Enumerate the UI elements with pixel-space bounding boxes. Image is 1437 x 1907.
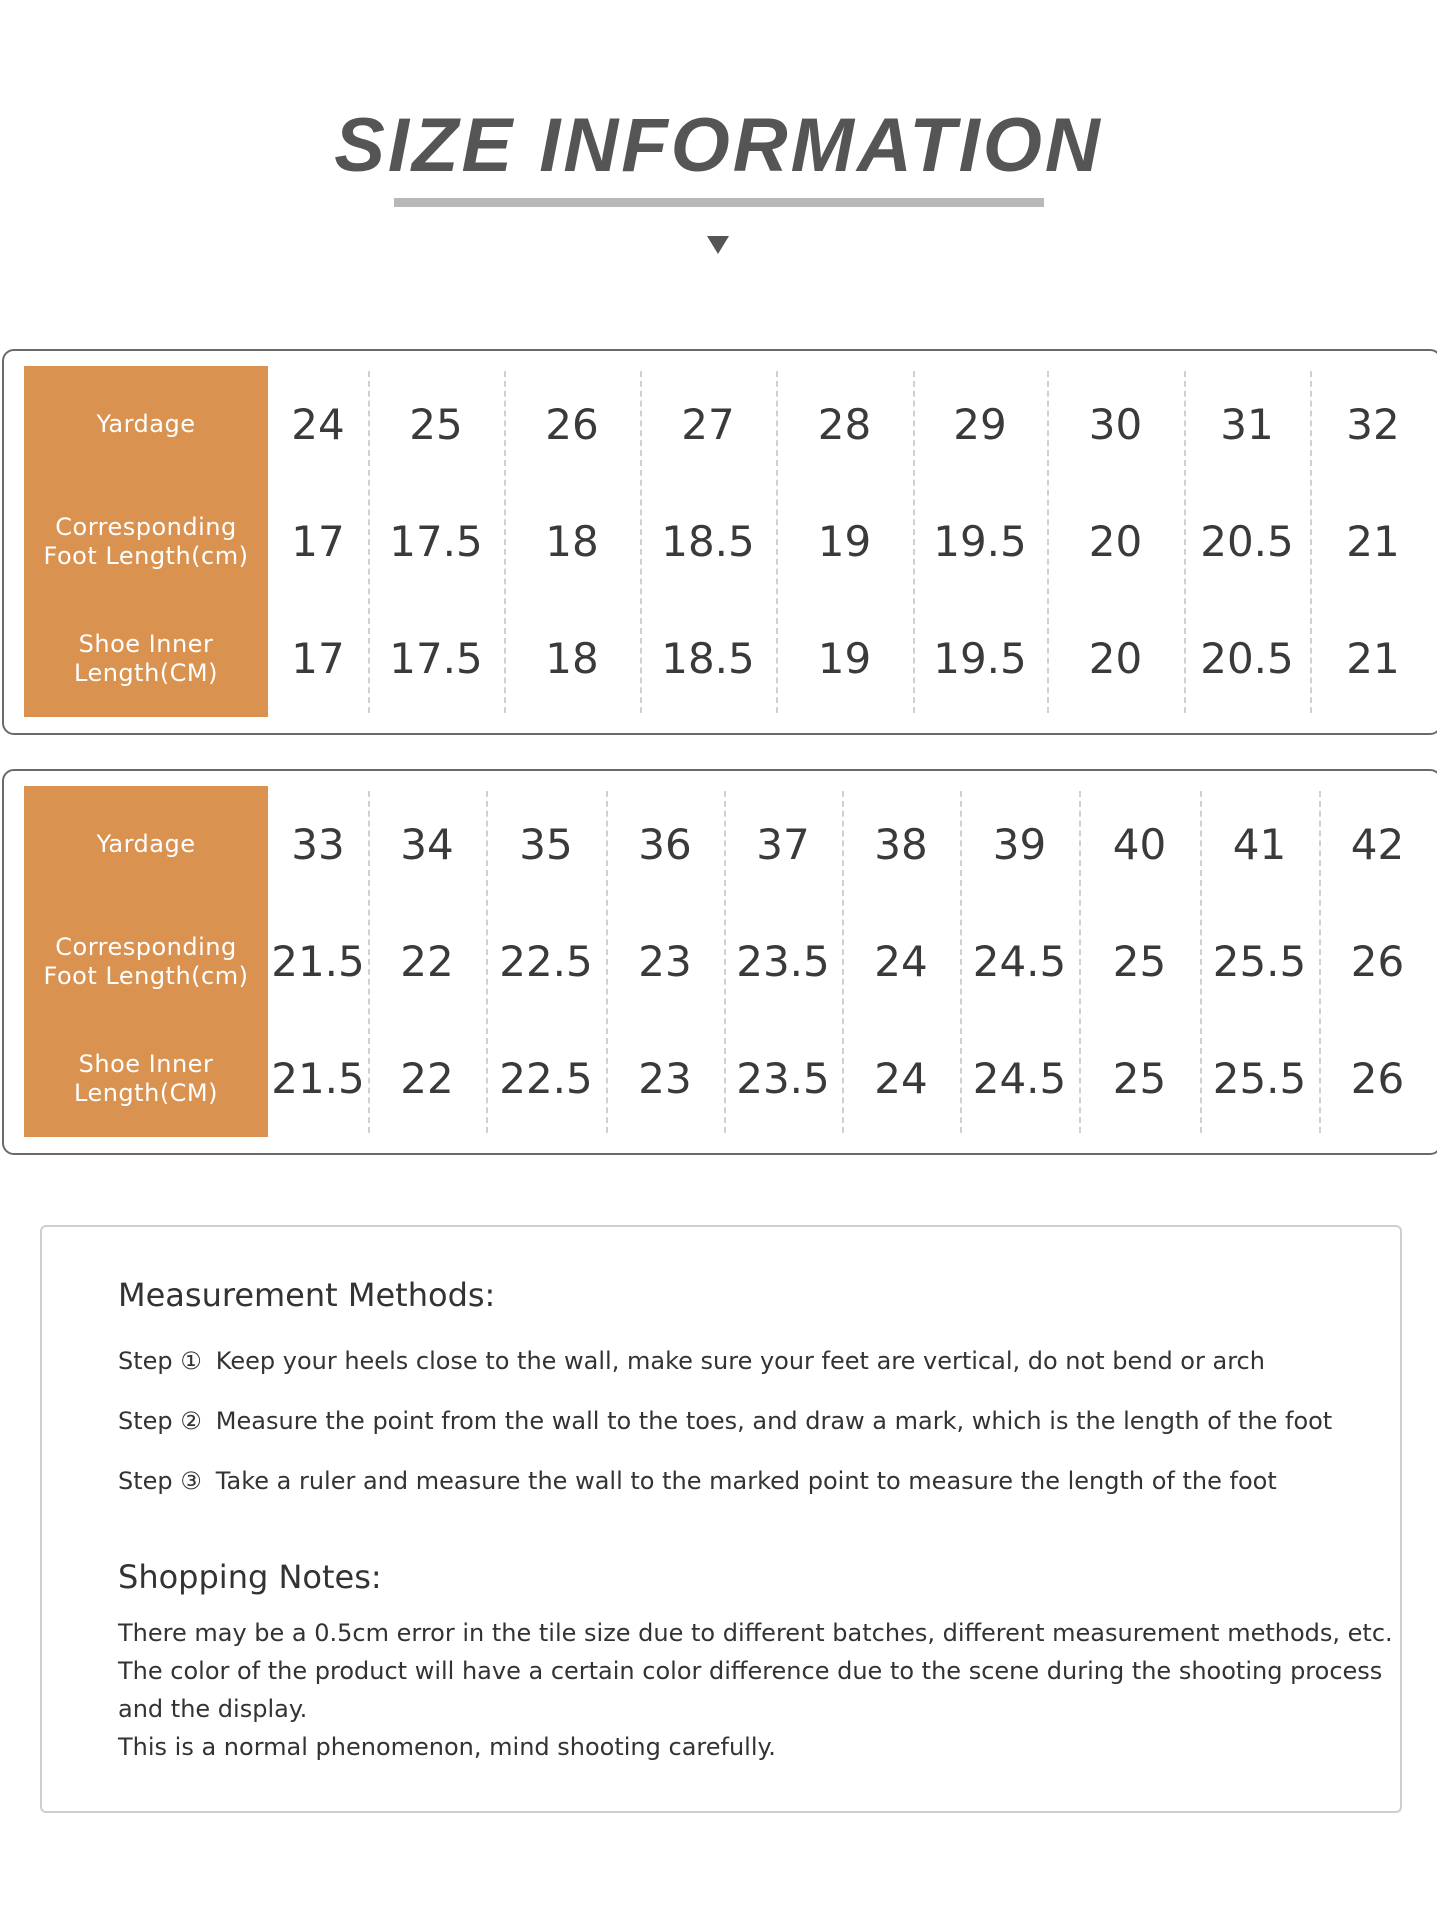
- page-title: SIZE INFORMATION: [334, 103, 1103, 188]
- size-cell-inner-length: 26: [1350, 1054, 1405, 1103]
- size-cell-inner-length: 22.5: [499, 1054, 593, 1103]
- size-table-2: [2, 769, 1437, 1155]
- size-cell-inner-length: 21.5: [271, 1054, 365, 1103]
- yardage-label: Yardage: [96, 410, 196, 438]
- note-line: This is a normal phenomenon, mind shooting carefully.: [118, 1733, 776, 1761]
- size-cell-yardage: 27: [681, 400, 735, 449]
- size-cell-foot-length: 24: [874, 937, 928, 986]
- size-cell-foot-length: 25.5: [1212, 937, 1307, 986]
- size-cell-inner-length: 24: [874, 1054, 928, 1103]
- step-text: Keep your heels close to the wall, make sure your feet are vertical, do not bend or arch: [215, 1347, 1265, 1375]
- size-cell-yardage: 40: [1112, 820, 1167, 869]
- size-cell-inner-length: 23: [638, 1054, 692, 1103]
- size-cell-inner-length: 18.5: [661, 634, 755, 683]
- shopping-heading: Shopping Notes:: [118, 1558, 382, 1596]
- size-cell-foot-length: 20: [1088, 517, 1143, 566]
- inner-length-label: Shoe Inner Length(CM): [74, 1049, 218, 1107]
- row-label-column: [24, 366, 268, 717]
- size-cell-yardage: 38: [874, 820, 928, 869]
- size-cell-inner-length: 25.5: [1212, 1054, 1307, 1103]
- foot-length-label: Corresponding Foot Length(cm): [43, 932, 249, 990]
- size-cell-foot-length: 22: [400, 937, 454, 986]
- size-cell-foot-length: 21: [1346, 517, 1400, 566]
- size-table-1: [2, 349, 1437, 735]
- note-line: There may be a 0.5cm error in the tile size due to different batches, different measurement methods, etc.: [118, 1619, 1393, 1647]
- size-cell-yardage: 39: [992, 820, 1047, 869]
- size-cell-yardage: 33: [291, 820, 345, 869]
- size-cell-inner-length: 23.5: [736, 1054, 830, 1103]
- note-line: The color of the product will have a certain color difference due to the scene during the shooting process: [118, 1657, 1383, 1685]
- size-cell-foot-length: 23.5: [736, 937, 830, 986]
- size-cell-foot-length: 20.5: [1200, 517, 1294, 566]
- size-cell-yardage: 24: [291, 400, 345, 449]
- size-cell-foot-length: 24.5: [972, 937, 1067, 986]
- size-cell-yardage: 36: [638, 820, 692, 869]
- step-label: Step ②: [118, 1407, 202, 1435]
- step-text: Measure the point from the wall to the toes, and draw a mark, which is the length of the foot: [215, 1407, 1333, 1435]
- yardage-label: Yardage: [96, 830, 196, 858]
- row-label-column: [24, 786, 268, 1137]
- size-cell-yardage: 26: [545, 400, 599, 449]
- size-cell-inner-length: 22: [400, 1054, 454, 1103]
- note-line: and the display.: [118, 1695, 308, 1723]
- size-cell-inner-length: 17: [291, 634, 345, 683]
- size-cell-yardage: 34: [400, 820, 454, 869]
- title-underline: [394, 198, 1044, 207]
- size-cell-inner-length: 20: [1088, 634, 1143, 683]
- measurement-step: [118, 1409, 1332, 1433]
- size-cell-inner-length: 24.5: [972, 1054, 1067, 1103]
- step-text: Take a ruler and measure the wall to the marked point to measure the length of the foot: [215, 1467, 1277, 1495]
- size-cell-foot-length: 23: [638, 937, 692, 986]
- size-cell-inner-length: 19.5: [933, 634, 1027, 683]
- size-cell-foot-length: 17.5: [389, 517, 483, 566]
- size-cell-yardage: 35: [519, 820, 573, 869]
- size-cell-inner-length: 17.5: [389, 634, 483, 683]
- size-cell-foot-length: 26: [1350, 937, 1405, 986]
- step-label: Step ③: [118, 1467, 202, 1495]
- triangle-down-icon: [707, 236, 729, 254]
- size-cell-yardage: 29: [953, 400, 1007, 449]
- size-cell-foot-length: 17: [291, 517, 345, 566]
- size-cell-yardage: 42: [1350, 820, 1405, 869]
- size-cell-foot-length: 19: [817, 517, 872, 566]
- step-label: Step ①: [118, 1347, 202, 1375]
- inner-length-label: Shoe Inner Length(CM): [74, 629, 218, 687]
- size-cell-yardage: 37: [756, 820, 810, 869]
- size-cell-yardage: 25: [409, 400, 463, 449]
- size-cell-foot-length: 19.5: [933, 517, 1027, 566]
- measurement-step: [118, 1349, 1265, 1373]
- size-cell-yardage: 28: [817, 400, 872, 449]
- size-cell-foot-length: 25: [1112, 937, 1167, 986]
- foot-length-label: Corresponding Foot Length(cm): [43, 512, 249, 570]
- measurement-step: [118, 1469, 1277, 1493]
- size-cell-foot-length: 22.5: [499, 937, 593, 986]
- size-cell-inner-length: 20.5: [1200, 634, 1294, 683]
- size-cell-foot-length: 18: [545, 517, 599, 566]
- measurement-heading: Measurement Methods:: [118, 1276, 496, 1314]
- size-cell-inner-length: 18: [545, 634, 599, 683]
- size-cell-yardage: 30: [1088, 400, 1143, 449]
- size-cell-foot-length: 21.5: [271, 937, 365, 986]
- size-cell-inner-length: 19: [817, 634, 872, 683]
- size-cell-inner-length: 21: [1346, 634, 1400, 683]
- size-cell-yardage: 32: [1346, 400, 1400, 449]
- size-cell-inner-length: 25: [1112, 1054, 1167, 1103]
- size-cell-yardage: 41: [1232, 820, 1287, 869]
- size-cell-yardage: 31: [1220, 400, 1274, 449]
- size-cell-foot-length: 18.5: [661, 517, 755, 566]
